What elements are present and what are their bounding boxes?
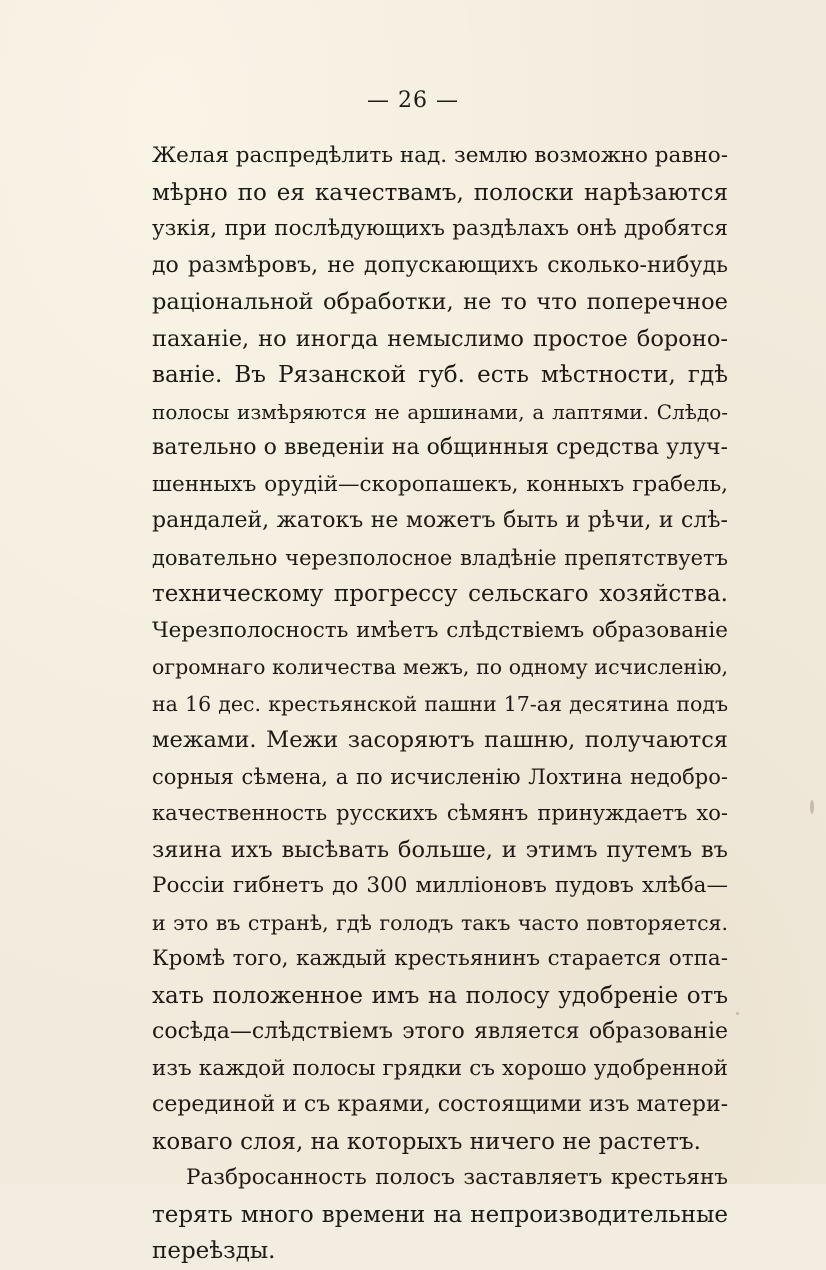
text-line: рандалей, жатокъ не можетъ быть и рѣчи, и слѣ- [152,508,728,533]
text-line: на 16 дес. крестьянской пашни 17-ая десятина подъ [152,691,728,716]
text-line: раціональной обработки, не то что поперечное [152,289,728,315]
text-line: паханіе, но иногда немыслимо простое бороно- [152,325,728,352]
text-line: Черезполосность имѣетъ слѣдствіемъ образованіе [152,617,728,643]
text-line: межами. Межи засоряютъ пашню, получаются [152,727,728,753]
text-line: Россіи гибнетъ до 300 милліоновъ пудовъ хлѣба— [152,873,728,898]
text-line: сорныя сѣмена, а по исчисленію Лохтина недобро- [152,764,728,789]
text-line: зяина ихъ высѣвать больше, и этимъ путемъ въ [152,836,728,863]
text-line: техническому прогрессу сельскаго хозяйства. [152,581,728,607]
text-line: и это въ странѣ, гдѣ голодъ такъ часто повторяется. [152,910,728,935]
body-text [152,138,728,1270]
text-line: вательно о введеніи на общинныя средства улуч- [152,435,728,460]
text-line: Разбросанность полосъ заставляетъ крестьянъ [186,1165,728,1190]
text-line: качественность русскихъ сѣмянъ принуждаетъ хо- [152,801,728,825]
text-line: шенныхъ орудій—скоропашекъ, конныхъ грабель, [152,471,728,497]
text-line: довательно черезполосное владѣніе препятствуетъ [152,545,728,570]
text-line: полосы измѣряются не аршинами, а лаптями. Слѣдо- [152,399,728,424]
text-line: Желая распредѣлить над. землю возможно равно- [152,143,728,168]
text-line: переѣзды. [152,1238,276,1264]
text-line: изъ каждой полосы грядки съ хорошо удобренной [152,1055,728,1081]
text-line: хать положенное имъ на полосу удобреніе отъ [152,982,728,1009]
text-line: мѣрно по ея качествамъ, полоски нарѣзаются [152,179,728,206]
margin-speck [736,1012,739,1015]
margin-speck [810,800,814,814]
text-line: терять много времени на непроизводительные [152,1201,728,1228]
text-line: Кромѣ того, каждый крестьянинъ старается отпа- [152,946,728,971]
text-line: ваніе. Въ Рязанской губ. есть мѣстности, гдѣ [152,362,728,388]
page-number: — 26 — [367,88,459,113]
text-line: огромнаго количества межъ, по одному исчисленію, [152,655,728,679]
text-line: узкія, при послѣдующихъ раздѣлахъ онѣ дробятся [152,216,728,241]
text-line: сосѣда—слѣдствіемъ этого является образованіе [152,1019,728,1044]
text-line: серединой и съ краями, состоящими изъ матери- [152,1092,728,1117]
text-line: коваго слоя, на которыхъ ничего не растетъ. [152,1128,701,1155]
text-line: до размѣровъ, не допускающихъ сколько-нибудь [152,252,728,278]
